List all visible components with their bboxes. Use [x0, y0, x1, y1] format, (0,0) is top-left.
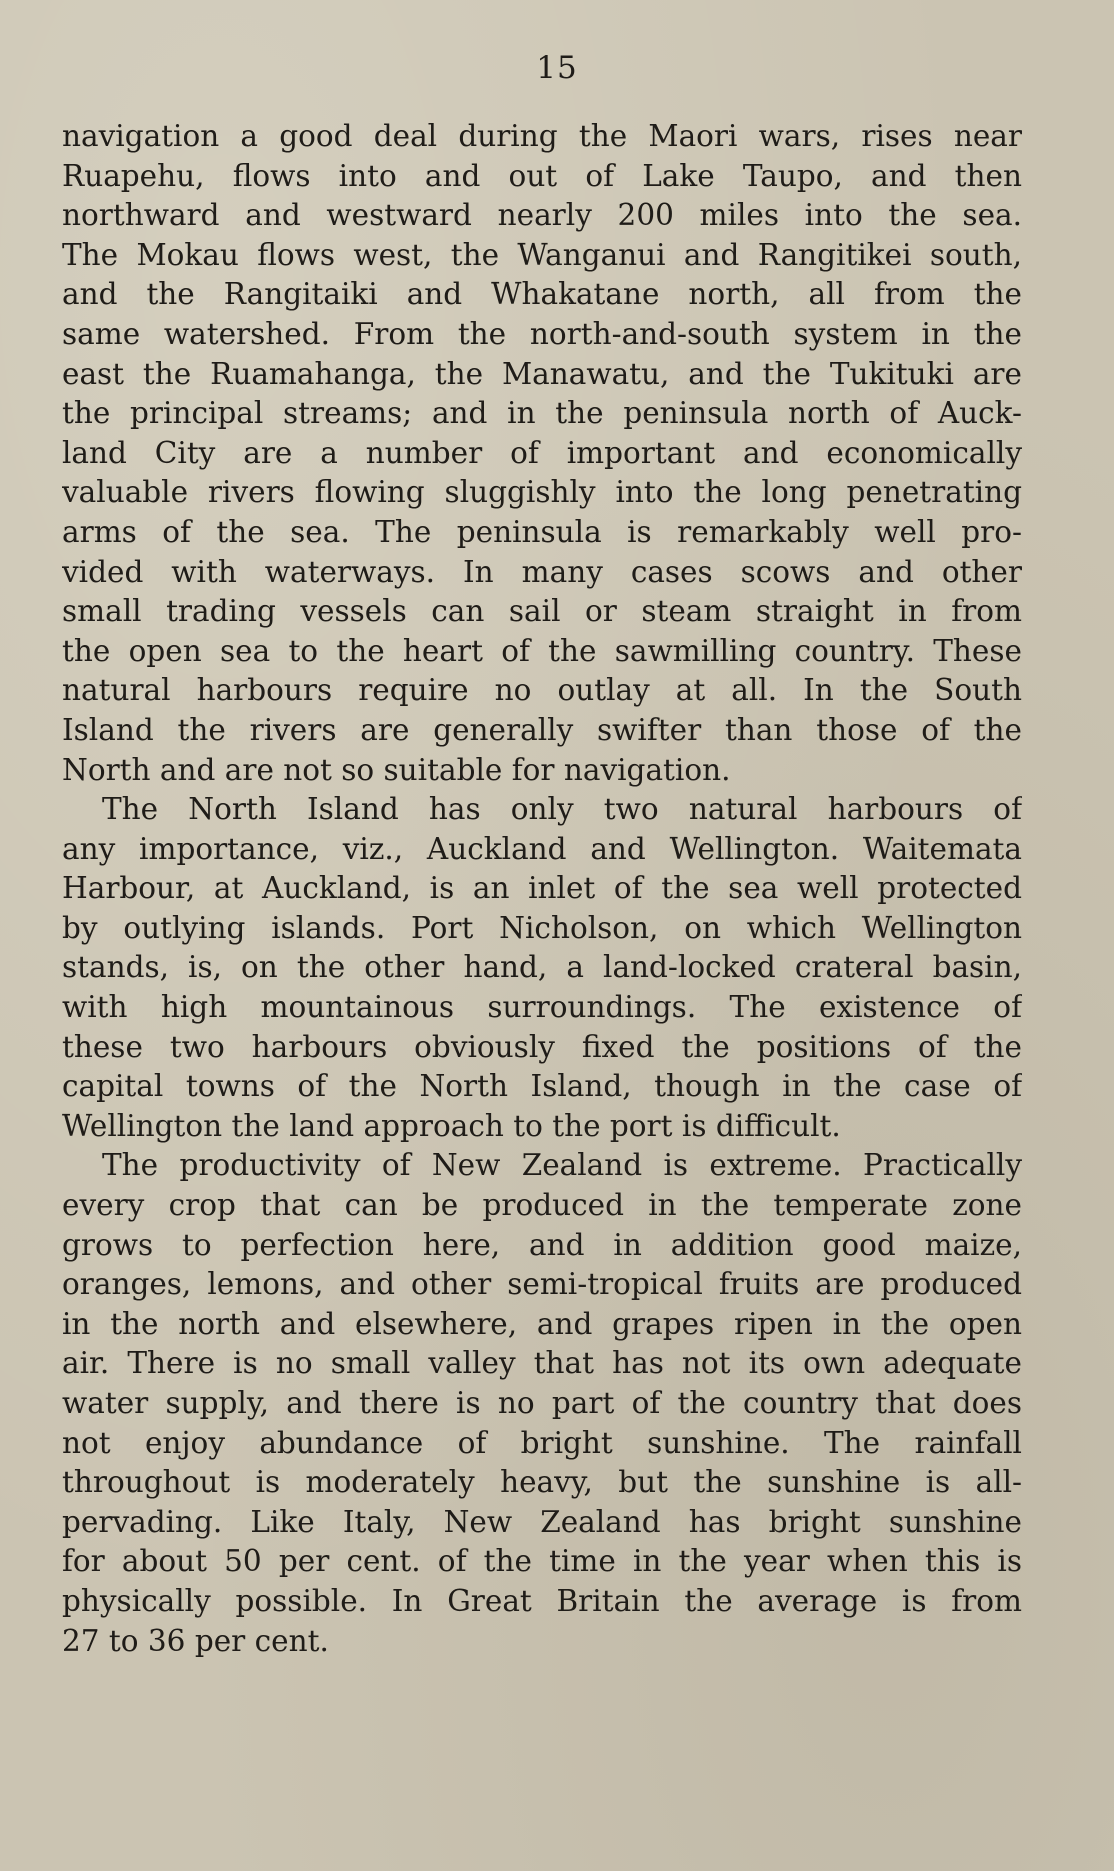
text-line: valuable rivers flowing sluggishly into the long penetrating: [62, 475, 1022, 510]
text-line: the principal streams; and in the peninsula north of Auck-: [62, 396, 1022, 431]
text-line: land City are a number of important and economically: [62, 435, 1022, 470]
text-line: capital towns of the North Island, though in the case of: [62, 1069, 1022, 1104]
text-line: air. There is no small valley that has not its own adequate: [62, 1346, 1022, 1381]
text-line: small trading vessels can sail or steam straight in from: [62, 594, 1022, 629]
text-line: Ruapehu, flows into and out of Lake Taupo, and then: [62, 158, 1022, 193]
text-line: northward and westward nearly 200 miles into the sea.: [62, 198, 1022, 233]
text-line: natural harbours require no outlay at all. In the South: [62, 673, 1022, 708]
text-line: oranges, lemons, and other semi-tropical fruits are produced: [62, 1267, 1022, 1302]
text-line: North and are not so suitable for navigation.: [62, 752, 731, 787]
text-line: stands, is, on the other hand, a land-locked crateral basin,: [62, 950, 1022, 985]
text-line: Island the rivers are generally swifter than those of the: [62, 712, 1022, 747]
text-line: these two harbours obviously fixed the positions of the: [62, 1029, 1022, 1064]
text-line: 27 to 36 per cent.: [62, 1623, 329, 1658]
text-line: navigation a good deal during the Maori wars, rises near: [62, 119, 1022, 153]
text-line: by outlying islands. Port Nicholson, on which Wellington: [62, 910, 1022, 945]
text-line: grows to perfection here, and in addition good maize,: [62, 1227, 1022, 1262]
text-line: every crop that can be produced in the temperate zone: [62, 1188, 1022, 1223]
text-line: pervading. Like Italy, New Zealand has bright sunshine: [62, 1504, 1022, 1539]
text-line: any importance, viz., Auckland and Wellington. Waitemata: [62, 831, 1022, 866]
text-line: physically possible. In Great Britain the average is from: [62, 1583, 1022, 1618]
text-line: water supply, and there is no part of the country that does: [62, 1386, 1022, 1420]
text-line: with high mountainous surroundings. The existence of: [62, 990, 1022, 1025]
text-line: The North Island has only two natural harbours of: [102, 792, 1022, 827]
text-line: the open sea to the heart of the sawmilling country. These: [62, 633, 1022, 668]
text-line: east the Ruamahanga, the Manawatu, and the Tukituki are: [62, 356, 1022, 391]
text-line: Wellington the land approach to the port is difficult.: [62, 1108, 841, 1143]
text-line: and the Rangitaiki and Whakatane north, all from the: [62, 277, 1022, 312]
text-line: in the north and elsewhere, and grapes ripen in the open: [62, 1306, 1022, 1341]
text-line: throughout is moderately heavy, but the sunshine is all-: [62, 1465, 1022, 1500]
text-line: same watershed. From the north-and-south system in the: [62, 316, 1022, 351]
text-line: Harbour, at Auckland, is an inlet of the sea well protected: [62, 871, 1022, 906]
text-line: for about 50 per cent. of the time in the year when this is: [62, 1544, 1022, 1579]
page-number: 15: [536, 50, 578, 86]
text-line: not enjoy abundance of bright sunshine. The rainfall: [62, 1425, 1022, 1460]
body-text: [62, 117, 1022, 1661]
text-line: vided with waterways. In many cases scows and other: [62, 554, 1022, 589]
text-line: The productivity of New Zealand is extreme. Practically: [102, 1148, 1022, 1183]
text-line: The Mokau flows west, the Wanganui and Rangitikei south,: [62, 237, 1022, 272]
text-line: arms of the sea. The peninsula is remarkably well pro-: [62, 514, 1022, 549]
